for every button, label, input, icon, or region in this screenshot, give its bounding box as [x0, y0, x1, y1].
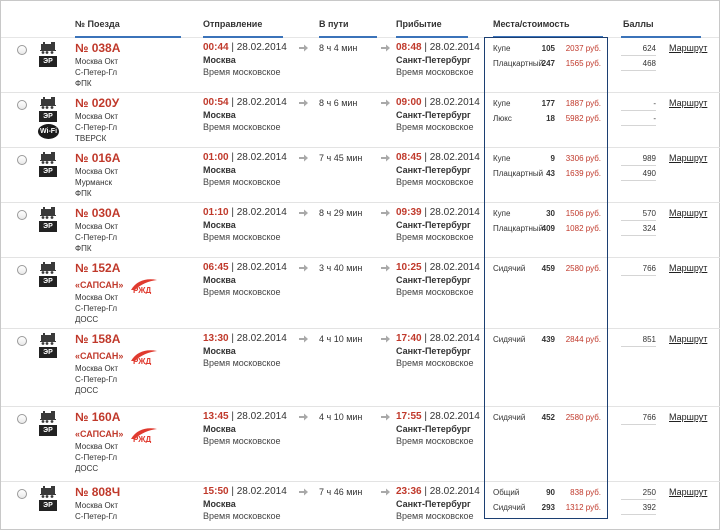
seat-count: 247	[541, 59, 555, 68]
seat-class: Купе	[493, 99, 511, 108]
seat-price: 2580 руб.	[565, 413, 601, 422]
er-badge: ЭР	[39, 221, 57, 232]
seat-price: 838 руб.	[570, 488, 601, 497]
points-divider	[621, 125, 656, 126]
arrow-right-icon	[299, 99, 308, 109]
departure-date: | 28.02.2014	[228, 207, 287, 218]
departure-date: | 28.02.2014	[228, 411, 287, 422]
points-value: 624	[642, 44, 656, 53]
departure-timezone: Время московское	[203, 358, 281, 368]
departure-time: 15:50 | 28.02.2014	[203, 486, 287, 497]
points-value: 324	[642, 224, 656, 233]
rzd-logo-icon	[129, 347, 159, 367]
travel-duration: 7 ч 45 мин	[319, 153, 363, 163]
header-train[interactable]: № Поезда	[75, 19, 120, 29]
points-value: 250	[642, 488, 656, 497]
departure-city: Москва	[203, 220, 236, 230]
arrival-city: Санкт-Петербург	[396, 165, 471, 175]
arrow-right-icon	[381, 488, 390, 498]
arrival-date: | 28.02.2014	[421, 411, 480, 422]
points-value: 989	[642, 154, 656, 163]
travel-duration: 7 ч 46 мин	[319, 487, 363, 497]
arrow-right-icon	[381, 99, 390, 109]
train-number[interactable]: № 020У	[75, 96, 120, 110]
train-row[interactable]	[1, 329, 720, 407]
route-line: ФПК	[75, 79, 92, 88]
select-train-radio[interactable]	[17, 210, 27, 220]
points-divider	[621, 235, 656, 236]
route-line: Москва Окт	[75, 501, 119, 510]
arrival-time: 23:36 | 28.02.2014	[396, 486, 480, 497]
departure-timezone: Время московское	[203, 67, 281, 77]
rzd-logo-icon	[129, 276, 159, 296]
seat-count: 452	[541, 413, 555, 422]
train-row[interactable]	[1, 93, 720, 148]
train-brand: «САПСАН»	[75, 351, 124, 361]
header-departure[interactable]: Отправление	[203, 19, 263, 29]
arrow-right-icon	[299, 209, 308, 219]
arrival-time: 10:25 | 28.02.2014	[396, 262, 480, 273]
train-number[interactable]: № 038А	[75, 41, 121, 55]
departure-date: | 28.02.2014	[228, 42, 287, 53]
points-value: 468	[642, 59, 656, 68]
departure-city: Москва	[203, 275, 236, 285]
er-badge: ЭР	[39, 500, 57, 511]
locomotive-icon	[40, 486, 56, 498]
arrow-right-icon	[299, 488, 308, 498]
select-train-radio[interactable]	[17, 336, 27, 346]
arrival-timezone: Время московское	[396, 287, 474, 297]
header-arrival[interactable]: Прибытие	[396, 19, 442, 29]
arrow-right-icon	[299, 44, 308, 54]
route-line: Москва Окт	[75, 112, 119, 121]
departure-date: | 28.02.2014	[228, 97, 287, 108]
seat-price: 1082 руб.	[565, 224, 601, 233]
train-row[interactable]	[1, 148, 720, 203]
seat-count: 18	[546, 114, 555, 123]
seat-class: Сидячий	[493, 264, 526, 273]
select-train-radio[interactable]	[17, 414, 27, 424]
train-row[interactable]	[1, 38, 720, 93]
select-train-radio[interactable]	[17, 489, 27, 499]
route-line: Мурманск	[75, 178, 112, 187]
route-line: Москва Окт	[75, 222, 119, 231]
arrival-time: 08:45 | 28.02.2014	[396, 152, 480, 163]
points-divider	[621, 424, 656, 425]
arrow-right-icon	[381, 413, 390, 423]
header-seats[interactable]: Места/стоимость	[493, 19, 570, 29]
departure-timezone: Время московское	[203, 232, 281, 242]
er-badge: ЭР	[39, 111, 57, 122]
seat-price: 1565 руб.	[565, 59, 601, 68]
header-duration[interactable]: В пути	[319, 19, 349, 29]
arrival-date: | 28.02.2014	[421, 333, 480, 344]
points-value: 766	[642, 413, 656, 422]
seat-count: 30	[546, 209, 555, 218]
train-number[interactable]: № 016А	[75, 151, 121, 165]
seat-class: Плацкартный	[493, 59, 544, 68]
route-link[interactable]: Маршрут	[669, 98, 708, 108]
locomotive-icon	[40, 97, 56, 109]
seat-class: Плацкартный	[493, 224, 544, 233]
seat-price: 2844 руб.	[565, 335, 601, 344]
arrival-date: | 28.02.2014	[421, 486, 480, 497]
locomotive-icon	[40, 42, 56, 54]
route-link[interactable]: Маршрут	[669, 153, 708, 163]
arrival-date: | 28.02.2014	[421, 207, 480, 218]
er-badge: ЭР	[39, 166, 57, 177]
arrival-timezone: Время московское	[396, 232, 474, 242]
seat-class: Сидячий	[493, 335, 526, 344]
departure-time: 01:00 | 28.02.2014	[203, 152, 287, 163]
arrow-right-icon	[381, 44, 390, 54]
departure-time: 06:45 | 28.02.2014	[203, 262, 287, 273]
seat-count: 439	[541, 335, 555, 344]
arrival-date: | 28.02.2014	[421, 97, 480, 108]
departure-date: | 28.02.2014	[228, 262, 287, 273]
departure-timezone: Время московское	[203, 436, 281, 446]
route-line: ФПК	[75, 189, 92, 198]
er-badge: ЭР	[39, 425, 57, 436]
route-line: ДОСС	[75, 464, 99, 473]
select-train-radio[interactable]	[17, 155, 27, 165]
arrival-time: 17:55 | 28.02.2014	[396, 411, 480, 422]
route-link[interactable]: Маршрут	[669, 263, 708, 273]
points-value: 490	[642, 169, 656, 178]
departure-date: | 28.02.2014	[228, 333, 287, 344]
departure-timezone: Время московское	[203, 287, 281, 297]
route-line: Москва Окт	[75, 442, 119, 451]
departure-city: Москва	[203, 165, 236, 175]
arrival-city: Санкт-Петербург	[396, 55, 471, 65]
route-line: С-Петер-Гл	[75, 233, 118, 242]
points-value: 851	[642, 335, 656, 344]
train-number[interactable]: № 160А	[75, 410, 121, 424]
seat-price: 1506 руб.	[565, 209, 601, 218]
points-divider	[621, 275, 656, 276]
arrow-right-icon	[299, 154, 308, 164]
locomotive-icon	[40, 262, 56, 274]
seat-count: 105	[541, 44, 555, 53]
arrow-right-icon	[381, 264, 390, 274]
arrival-timezone: Время московское	[396, 177, 474, 187]
seat-class: Общий	[493, 488, 520, 497]
locomotive-icon	[40, 333, 56, 345]
svg-text:РЖД: РЖД	[133, 357, 152, 365]
route-line: С-Петер-Гл	[75, 512, 118, 521]
train-number[interactable]: № 158А	[75, 332, 121, 346]
train-number[interactable]: № 030А	[75, 206, 121, 220]
route-link[interactable]: Маршрут	[669, 208, 708, 218]
arrival-time: 09:00 | 28.02.2014	[396, 97, 480, 108]
route-link[interactable]: Маршрут	[669, 412, 708, 422]
seat-price: 1312 руб.	[565, 503, 601, 512]
seat-class: Купе	[493, 209, 511, 218]
arrival-date: | 28.02.2014	[421, 262, 480, 273]
seat-count: 177	[541, 99, 555, 108]
header-points[interactable]: Баллы	[623, 19, 654, 29]
seat-price: 3306 руб.	[565, 154, 601, 163]
arrow-right-icon	[299, 264, 308, 274]
train-row[interactable]	[1, 203, 720, 258]
seat-price: 5982 руб.	[565, 114, 601, 123]
points-divider	[621, 70, 656, 71]
arrival-date: | 28.02.2014	[421, 42, 480, 53]
arrival-timezone: Время московское	[396, 67, 474, 77]
seat-price: 2580 руб.	[565, 264, 601, 273]
departure-time: 01:10 | 28.02.2014	[203, 207, 287, 218]
arrival-city: Санкт-Петербург	[396, 499, 471, 509]
departure-city: Москва	[203, 499, 236, 509]
seat-price: 1639 руб.	[565, 169, 601, 178]
locomotive-icon	[40, 152, 56, 164]
arrival-timezone: Время московское	[396, 122, 474, 132]
seat-count: 43	[546, 169, 555, 178]
points-value: 570	[642, 209, 656, 218]
arrow-right-icon	[299, 413, 308, 423]
route-line: ТВЕРСК	[75, 134, 107, 143]
seat-class: Сидячий	[493, 503, 526, 512]
er-badge: ЭР	[39, 347, 57, 358]
seat-price: 2037 руб.	[565, 44, 601, 53]
arrival-city: Санкт-Петербург	[396, 220, 471, 230]
arrival-city: Санкт-Петербург	[396, 275, 471, 285]
seat-count: 409	[541, 224, 555, 233]
arrow-right-icon	[381, 154, 390, 164]
er-badge: ЭР	[39, 276, 57, 287]
train-brand: «САПСАН»	[75, 280, 124, 290]
route-link[interactable]: Маршрут	[669, 487, 708, 497]
points-value: 392	[642, 503, 656, 512]
route-line: С-Петер-Гл	[75, 375, 118, 384]
route-line: Москва Окт	[75, 364, 119, 373]
route-line: ДОСС	[75, 315, 99, 324]
route-line: ДОСС	[75, 386, 99, 395]
seat-count: 9	[550, 154, 555, 163]
select-train-radio[interactable]	[17, 265, 27, 275]
svg-text:РЖД: РЖД	[133, 286, 152, 294]
svg-text:РЖД: РЖД	[133, 435, 152, 443]
route-line: Москва Окт	[75, 293, 119, 302]
route-line: С-Петер-Гл	[75, 453, 118, 462]
arrival-city: Санкт-Петербург	[396, 110, 471, 120]
points-divider	[621, 514, 656, 515]
departure-time: 13:45 | 28.02.2014	[203, 411, 287, 422]
arrow-right-icon	[381, 335, 390, 345]
locomotive-icon	[40, 411, 56, 423]
route-line: Москва Окт	[75, 167, 119, 176]
departure-city: Москва	[203, 424, 236, 434]
seats-column-frame	[484, 37, 608, 519]
arrival-time: 17:40 | 28.02.2014	[396, 333, 480, 344]
arrow-right-icon	[381, 209, 390, 219]
arrival-timezone: Время московское	[396, 511, 474, 521]
route-line: С-Петер-Гл	[75, 123, 118, 132]
seat-class: Купе	[493, 154, 511, 163]
arrival-time: 08:48 | 28.02.2014	[396, 42, 480, 53]
train-row[interactable]	[1, 407, 720, 482]
arrival-city: Санкт-Петербург	[396, 346, 471, 356]
arrow-right-icon	[299, 335, 308, 345]
points-value: -	[653, 99, 656, 108]
rzd-logo-icon	[129, 425, 159, 445]
departure-date: | 28.02.2014	[228, 152, 287, 163]
arrival-city: Санкт-Петербург	[396, 424, 471, 434]
select-train-radio[interactable]	[17, 45, 27, 55]
arrival-timezone: Время московское	[396, 436, 474, 446]
travel-duration: 3 ч 40 мин	[319, 263, 363, 273]
departure-timezone: Время московское	[203, 511, 281, 521]
arrival-time: 09:39 | 28.02.2014	[396, 207, 480, 218]
train-row[interactable]	[1, 258, 720, 329]
points-value: -	[653, 114, 656, 123]
locomotive-icon	[40, 207, 56, 219]
seat-count: 293	[541, 503, 555, 512]
arrival-date: | 28.02.2014	[421, 152, 480, 163]
departure-city: Москва	[203, 55, 236, 65]
departure-city: Москва	[203, 110, 236, 120]
seat-count: 459	[541, 264, 555, 273]
seat-class: Купе	[493, 44, 511, 53]
points-divider	[621, 165, 656, 166]
travel-duration: 8 ч 6 мин	[319, 98, 358, 108]
route-link[interactable]: Маршрут	[669, 43, 708, 53]
seat-class: Сидячий	[493, 413, 526, 422]
route-line: Москва Окт	[75, 57, 119, 66]
departure-time: 00:54 | 28.02.2014	[203, 97, 287, 108]
travel-duration: 4 ч 10 мин	[319, 412, 363, 422]
train-brand: «САПСАН»	[75, 429, 124, 439]
wifi-icon: Wi-Fi	[38, 124, 59, 139]
route-link[interactable]: Маршрут	[669, 334, 708, 344]
departure-timezone: Время московское	[203, 122, 281, 132]
travel-duration: 4 ч 10 мин	[319, 334, 363, 344]
points-divider	[621, 220, 656, 221]
departure-time: 00:44 | 28.02.2014	[203, 42, 287, 53]
er-badge: ЭР	[39, 56, 57, 67]
route-line: С-Петер-Гл	[75, 68, 118, 77]
route-line: ФПК	[75, 244, 92, 253]
departure-timezone: Время московское	[203, 177, 281, 187]
train-number[interactable]: № 808Ч	[75, 485, 121, 499]
seat-class: Плацкартный	[493, 169, 544, 178]
train-number[interactable]: № 152А	[75, 261, 121, 275]
departure-time: 13:30 | 28.02.2014	[203, 333, 287, 344]
departure-city: Москва	[203, 346, 236, 356]
points-divider	[621, 110, 656, 111]
route-line: С-Петер-Гл	[75, 304, 118, 313]
departure-date: | 28.02.2014	[228, 486, 287, 497]
select-train-radio[interactable]	[17, 100, 27, 110]
seat-count: 90	[546, 488, 555, 497]
points-value: 766	[642, 264, 656, 273]
points-divider	[621, 346, 656, 347]
arrival-timezone: Время московское	[396, 358, 474, 368]
points-divider	[621, 499, 656, 500]
seat-price: 1887 руб.	[565, 99, 601, 108]
train-row[interactable]	[1, 482, 720, 530]
seat-class: Люкс	[493, 114, 512, 123]
points-divider	[621, 55, 656, 56]
travel-duration: 8 ч 29 мин	[319, 208, 363, 218]
travel-duration: 8 ч 4 мин	[319, 43, 358, 53]
points-divider	[621, 180, 656, 181]
